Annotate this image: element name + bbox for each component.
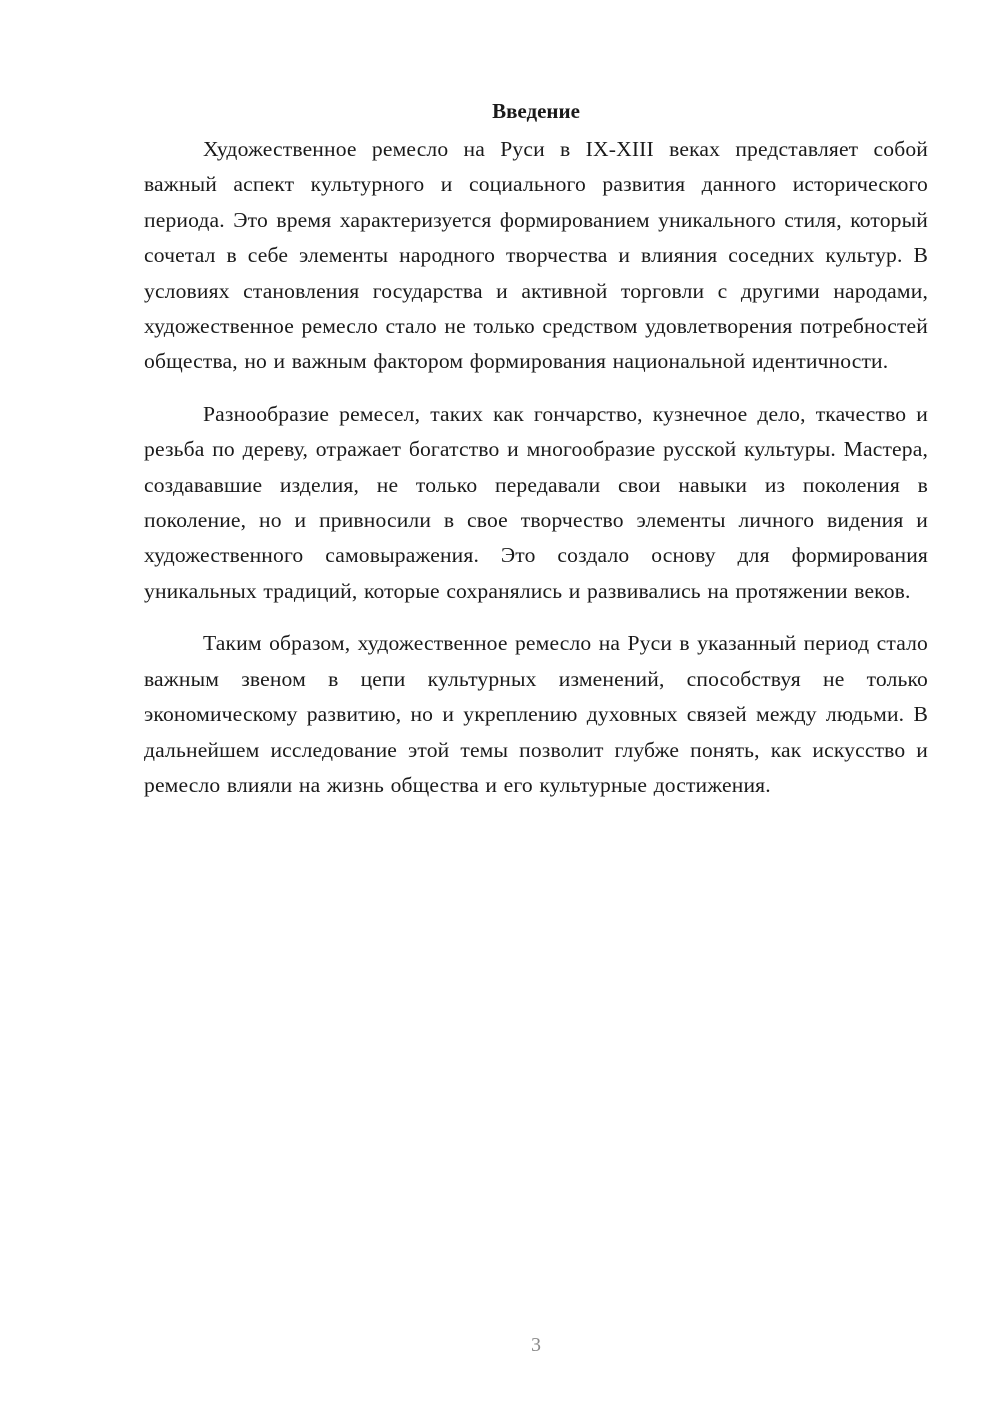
paragraph-1: Художественное ремесло на Руси в IX-XIII веках представляет собой важный аспект культурного и социального развития данного исторического периода. Это время характеризуется формированием уникального стиля, который сочетал в себе элементы народного творчества и влияния соседних культур. В условиях становления государства и активной торговли с другими народами, художественное ремесло стало не только средством удовлетворения потребностей общества, но и важным фактором формирования национальной идентичности. [144, 137, 928, 374]
paragraph-2: Разнообразие ремесел, таких как гончарство, кузнечное дело, ткачество и резьба по дереву, отражает богатство и многообразие русской культуры. Мастера, создававшие изделия, не только передавали свои навыки из поколения в поколение, но и привносили в свое творчество элементы личного видения и художественного самовыражения. Это создало основу для формирования уникальных традиций, которые сохранялись и развивались на протяжении веков. [144, 401, 928, 603]
page-number: 3 [531, 1334, 541, 1356]
page-content [144, 96, 928, 820]
paragraph-3: Таким образом, художественное ремесло на Руси в указанный период стало важным звеном в цепи культурных изменений, способствуя не только экономическому развитию, но и укреплению духовных связей между людьми. В дальнейшем исследование этой темы позволит глубже понять, как искусство и ремесло влияли на жизнь общества и его культурные достижения. [144, 631, 928, 797]
section-heading: Введение [492, 99, 580, 123]
